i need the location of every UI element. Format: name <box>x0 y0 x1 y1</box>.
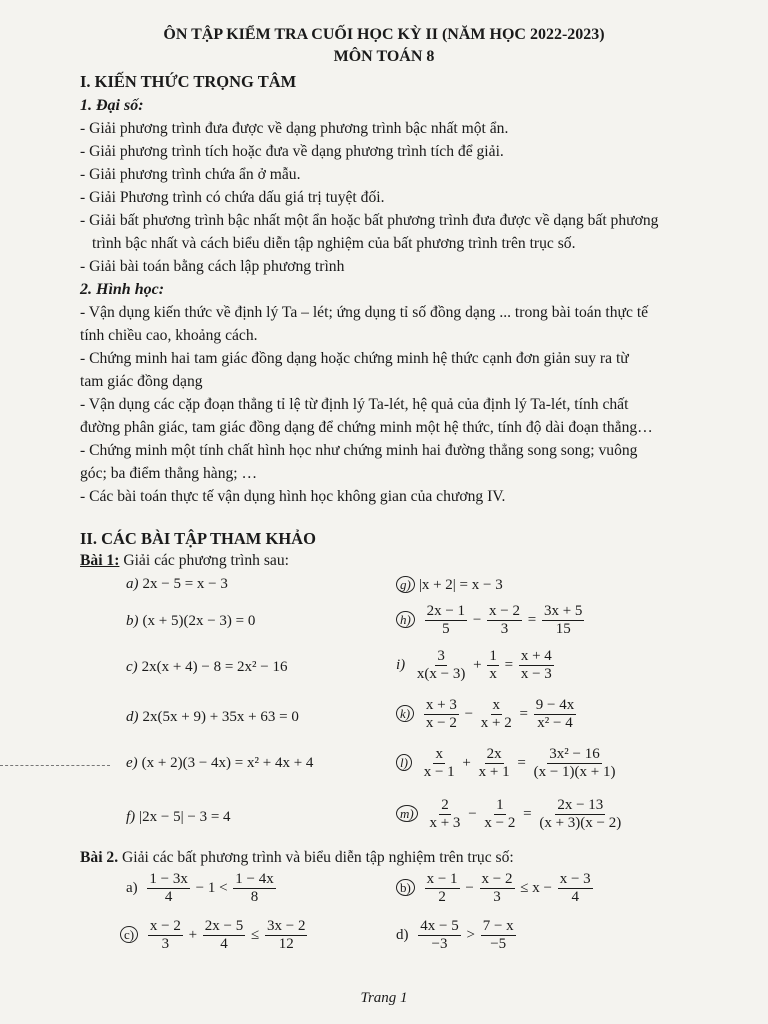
bai1-text: Giải các phương trình sau: <box>119 552 289 569</box>
text-line: - Vận dụng kiến thức về định lý Ta – lét; ứng dụng tỉ số đồng dạng ... trong bài toán thực tế <box>80 304 649 321</box>
section-2-title: II. CÁC BÀI TẬP THAM KHẢO <box>80 529 316 548</box>
numerator: x − 2 <box>481 871 513 887</box>
text-line: tam giác đồng dạng <box>80 373 203 390</box>
numerator: x − 1 <box>426 871 458 887</box>
denominator: 4 <box>164 889 173 905</box>
fraction <box>479 697 514 732</box>
numerator: x − 2 <box>489 603 520 619</box>
numerator: 2x <box>486 746 502 762</box>
denominator: 3 <box>161 936 170 952</box>
bai2-heading <box>80 849 514 867</box>
fraction <box>532 746 618 781</box>
item-label: c) <box>120 926 138 943</box>
operator: − <box>472 611 482 628</box>
denominator: (x − 1)(x + 1) <box>533 764 616 780</box>
numerator: x − 2 <box>149 918 181 934</box>
operator: − 1 < <box>195 879 228 896</box>
item-label: c) <box>126 659 138 675</box>
text-line: - Giải bài toán bằng cách lập phương trình <box>80 258 345 275</box>
operator: = <box>519 705 528 722</box>
equation-e <box>126 755 313 772</box>
text-line: - Chứng minh hai tam giác đồng dạng hoặc chứng minh hệ thức cạnh đơn giản suy ra từ <box>80 350 629 367</box>
denominator: x + 1 <box>478 764 510 780</box>
fraction <box>537 797 623 832</box>
numerator: 2x − 5 <box>204 918 244 934</box>
operator: = <box>504 656 514 673</box>
inequality-d <box>396 918 518 953</box>
text-line: - Giải phương trình chứa ẩn ở mẫu. <box>80 166 301 183</box>
denominator: x + 3 <box>429 815 461 831</box>
numerator: 3x² − 16 <box>549 746 600 762</box>
denominator: 3 <box>500 621 509 637</box>
item-label: h) <box>396 611 415 628</box>
operator: − <box>465 879 474 896</box>
fraction <box>487 603 522 638</box>
operator: − <box>464 705 474 722</box>
denominator: 8 <box>250 889 259 905</box>
fraction <box>477 746 512 781</box>
denominator: (x + 3)(x − 2) <box>539 815 622 831</box>
numerator: 1 <box>489 648 497 664</box>
page-number: Trang 1 <box>360 990 408 1006</box>
numerator: 3x + 5 <box>543 603 583 619</box>
scan-mark <box>0 765 110 766</box>
numerator: x + 3 <box>425 697 457 713</box>
fraction <box>422 746 457 781</box>
equation-d <box>126 709 299 726</box>
numerator: x <box>435 746 443 762</box>
numerator: x <box>492 697 501 713</box>
fraction <box>147 871 189 906</box>
operator: + <box>473 656 482 673</box>
bai1-label: Bài 1: <box>80 552 120 569</box>
text-line: - Vận dụng các cặp đoạn thẳng tỉ lệ từ định lý Ta-lét, hệ quả của định lý Ta-lét, tính chất <box>80 396 629 413</box>
numerator: 1 − 4x <box>235 871 274 887</box>
denominator: x − 2 <box>425 715 457 731</box>
fraction <box>481 918 516 953</box>
equation-a <box>126 576 228 593</box>
item-label: f) <box>126 809 136 825</box>
fraction <box>415 648 467 683</box>
inequality-c <box>120 918 309 953</box>
denominator: −3 <box>431 936 448 952</box>
equation-b <box>126 613 255 630</box>
inequality-a <box>126 871 278 906</box>
denominator: 5 <box>442 621 450 637</box>
denominator: x <box>489 666 497 682</box>
bai2-label: Bài 2. <box>80 849 119 866</box>
denominator: 15 <box>555 621 571 637</box>
fraction <box>427 797 462 832</box>
item-label: g) <box>396 576 415 593</box>
denominator: x² − 4 <box>537 715 573 731</box>
item-label: b) <box>126 613 139 629</box>
numerator: 3 <box>437 648 445 664</box>
numerator: x + 4 <box>520 648 552 664</box>
text-line: trình bậc nhất và cách biểu diễn tập nghiệm của bất phương trình trên trục số. <box>92 235 576 252</box>
item-label: e) <box>126 755 138 771</box>
fraction <box>487 648 499 683</box>
item-label: a) <box>126 879 138 896</box>
operator: = <box>523 805 532 822</box>
equation-text: (x + 2)(3 − 4x) = x² + 4x + 4 <box>141 755 314 771</box>
numerator: 1 − 3x <box>149 871 188 887</box>
equation-text: |2x − 5| − 3 = 4 <box>139 809 231 825</box>
item-label: d) <box>126 709 139 725</box>
item-label: m) <box>396 805 418 822</box>
fraction <box>519 648 554 683</box>
equation-g <box>396 576 503 594</box>
fraction <box>480 871 515 906</box>
fraction <box>558 871 593 906</box>
text-line: - Giải phương trình đưa được về dạng phương trình bậc nhất một ẩn. <box>80 120 509 137</box>
operator: > <box>466 926 475 943</box>
equation-l <box>396 746 619 781</box>
denominator: x − 2 <box>484 815 516 831</box>
operator: − <box>468 805 477 822</box>
page-subtitle: MÔN TOÁN 8 <box>333 48 435 65</box>
equation-i <box>396 648 556 683</box>
equation-c <box>126 659 287 676</box>
numerator: 1 <box>496 797 504 813</box>
fraction <box>425 871 460 906</box>
numerator: 2x − 1 <box>426 603 466 619</box>
denominator: 2 <box>438 889 446 905</box>
text-line: đường phân giác, tam giác đồng dạng để chứng minh một hệ thức, tính độ dài đoạn thẳng… <box>80 419 653 436</box>
section-1-title: I. KIẾN THỨC TRỌNG TÂM <box>80 72 297 91</box>
algebra-title: 1. Đại số: <box>80 97 144 114</box>
inequality-b <box>396 871 595 906</box>
bai1-heading <box>80 552 289 570</box>
item-label: k) <box>396 705 414 722</box>
equation-m <box>396 797 625 832</box>
text-line: tính chiều cao, khoảng cách. <box>80 327 258 344</box>
text-line: - Chứng minh một tính chất hình học như chứng minh hai đường thẳng song song; vuông <box>80 442 638 459</box>
numerator: 9 − 4x <box>535 697 575 713</box>
denominator: x + 2 <box>480 715 512 731</box>
denominator: −5 <box>490 936 507 952</box>
operator: ≤ x − <box>520 879 552 896</box>
text-line: - Giải phương trình tích hoặc đưa về dạng phương trình tích để giải. <box>80 143 504 160</box>
item-label: a) <box>126 576 139 592</box>
page-title: ÔN TẬP KIỂM TRA CUỐI HỌC KỲ II (NĂM HỌC 2022-2023) <box>163 26 605 43</box>
denominator: 4 <box>571 889 579 905</box>
equation-f <box>126 809 231 826</box>
operator: + <box>188 926 198 943</box>
denominator: x − 1 <box>423 764 455 780</box>
equation-text: |x + 2| = x − 3 <box>418 577 503 593</box>
denominator: 3 <box>493 889 501 905</box>
fraction <box>233 871 275 906</box>
fraction <box>418 918 460 953</box>
text-line: - Giải bất phương trình bậc nhất một ẩn hoặc bất phương trình đưa được về dạng bất phương <box>80 212 659 229</box>
denominator: 12 <box>278 936 294 952</box>
item-label: b) <box>396 879 415 896</box>
numerator: 2 <box>441 797 449 813</box>
equation-text: 2x(x + 4) − 8 = 2x² − 16 <box>141 659 288 675</box>
text-line: góc; ba điểm thẳng hàng; … <box>80 465 258 482</box>
equation-k <box>396 697 578 732</box>
fraction <box>542 603 584 638</box>
numerator: 3x − 2 <box>267 918 306 934</box>
bai2-text: Giải các bất phương trình và biểu diễn tập nghiệm trên trục số: <box>118 849 514 866</box>
numerator: 7 − x <box>482 918 514 934</box>
equation-text: 2x(5x + 9) + 35x + 63 = 0 <box>142 709 299 725</box>
numerator: 4x − 5 <box>420 918 459 934</box>
denominator: x − 3 <box>520 666 552 682</box>
operator: + <box>462 754 471 771</box>
fraction <box>534 697 576 732</box>
text-line: - Giải Phương trình có chứa dấu giá trị tuyệt đối. <box>80 189 385 206</box>
operator: = <box>517 754 526 771</box>
denominator: 4 <box>220 936 228 952</box>
equation-text: (x + 5)(2x − 3) = 0 <box>142 613 256 629</box>
denominator: x(x − 3) <box>416 666 466 682</box>
text-line: - Các bài toán thực tế vận dụng hình học không gian của chương IV. <box>80 488 506 505</box>
numerator: 2x − 13 <box>557 797 604 813</box>
numerator: x − 3 <box>559 871 591 887</box>
equation-h <box>396 603 586 638</box>
item-label: i) <box>396 656 406 673</box>
fraction <box>265 918 307 953</box>
geometry-title: 2. Hình học: <box>80 281 165 298</box>
fraction <box>482 797 517 832</box>
fraction <box>424 697 459 732</box>
item-label: d) <box>396 926 409 943</box>
operator: ≤ <box>251 926 260 943</box>
fraction <box>203 918 245 953</box>
equation-text: 2x − 5 = x − 3 <box>142 576 228 592</box>
fraction <box>148 918 183 953</box>
item-label: l) <box>396 754 412 771</box>
operator: = <box>527 611 537 628</box>
fraction <box>425 603 467 638</box>
